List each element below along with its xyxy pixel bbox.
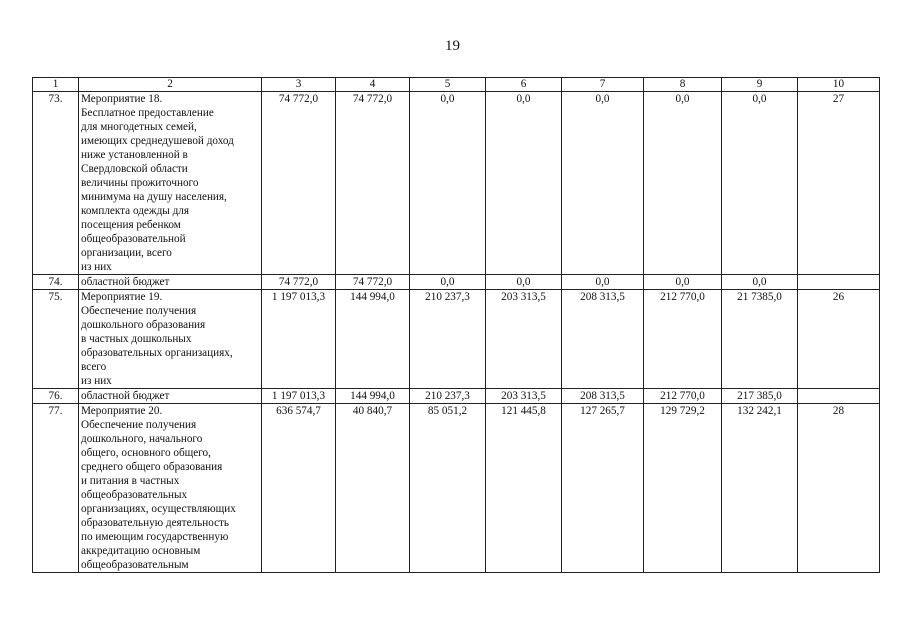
value-cell: 129 729,2 xyxy=(644,404,722,573)
value-cell: 144 994,0 xyxy=(336,389,410,404)
header-cell: 10 xyxy=(798,78,880,92)
row-description: Мероприятие 20. Обеспечение получения дошкольного, начального общего, основного общего, среднего общего образования и питания в частных общеобразовательных организациях, осуществляющих образовательную деятельность по имеющим государственную аккредитацию основным общеобразовательным xyxy=(79,404,262,573)
value-cell: 0,0 xyxy=(562,275,644,290)
value-cell: 217 385,0 xyxy=(722,389,798,404)
value-cell: 0,0 xyxy=(722,275,798,290)
table-row xyxy=(33,275,880,290)
row-reference: 27 xyxy=(798,92,880,275)
header-cell: 1 xyxy=(33,78,79,92)
value-cell: 203 313,5 xyxy=(486,389,562,404)
budget-table xyxy=(32,77,880,573)
row-number: 74. xyxy=(33,275,79,290)
value-cell: 132 242,1 xyxy=(722,404,798,573)
row-number: 77. xyxy=(33,404,79,573)
value-cell: 74 772,0 xyxy=(336,92,410,275)
row-reference xyxy=(798,389,880,404)
row-description: Мероприятие 18. Бесплатное предоставление для многодетных семей, имеющих среднедушевой доход ниже установленной в Свердловской области величины прожиточного минимума на душу населения, комплекта одежды для посещения ребенком общеобразовательной организации, всего из них xyxy=(79,92,262,275)
row-reference: 26 xyxy=(798,290,880,389)
header-cell: 6 xyxy=(486,78,562,92)
value-cell: 0,0 xyxy=(410,275,486,290)
value-cell: 1 197 013,3 xyxy=(262,389,336,404)
value-cell: 74 772,0 xyxy=(262,92,336,275)
table-row xyxy=(33,92,880,275)
header-cell: 4 xyxy=(336,78,410,92)
value-cell: 121 445,8 xyxy=(486,404,562,573)
row-reference: 28 xyxy=(798,404,880,573)
table-row xyxy=(33,290,880,389)
row-number: 73. xyxy=(33,92,79,275)
value-cell: 21 7385,0 xyxy=(722,290,798,389)
header-cell: 9 xyxy=(722,78,798,92)
value-cell: 212 770,0 xyxy=(644,290,722,389)
value-cell: 208 313,5 xyxy=(562,389,644,404)
row-description: Мероприятие 19. Обеспечение получения дошкольного образования в частных дошкольных образовательных организациях, всего из них xyxy=(79,290,262,389)
value-cell: 40 840,7 xyxy=(336,404,410,573)
value-cell: 0,0 xyxy=(410,92,486,275)
table-header-row xyxy=(33,78,880,92)
header-cell: 8 xyxy=(644,78,722,92)
value-cell: 208 313,5 xyxy=(562,290,644,389)
header-cell: 3 xyxy=(262,78,336,92)
value-cell: 0,0 xyxy=(486,92,562,275)
value-cell: 210 237,3 xyxy=(410,389,486,404)
value-cell: 210 237,3 xyxy=(410,290,486,389)
page-number: 19 xyxy=(445,38,460,54)
value-cell: 144 994,0 xyxy=(336,290,410,389)
value-cell: 0,0 xyxy=(644,92,722,275)
row-number: 76. xyxy=(33,389,79,404)
value-cell: 0,0 xyxy=(644,275,722,290)
value-cell: 1 197 013,3 xyxy=(262,290,336,389)
value-cell: 74 772,0 xyxy=(336,275,410,290)
value-cell: 636 574,7 xyxy=(262,404,336,573)
value-cell: 0,0 xyxy=(722,92,798,275)
value-cell: 127 265,7 xyxy=(562,404,644,573)
row-description: областной бюджет xyxy=(79,389,262,404)
value-cell: 212 770,0 xyxy=(644,389,722,404)
value-cell: 0,0 xyxy=(562,92,644,275)
header-cell: 5 xyxy=(410,78,486,92)
value-cell: 85 051,2 xyxy=(410,404,486,573)
value-cell: 0,0 xyxy=(486,275,562,290)
header-cell: 7 xyxy=(562,78,644,92)
row-reference xyxy=(798,275,880,290)
row-description: областной бюджет xyxy=(79,275,262,290)
row-number: 75. xyxy=(33,290,79,389)
value-cell: 203 313,5 xyxy=(486,290,562,389)
table-row xyxy=(33,404,880,573)
value-cell: 74 772,0 xyxy=(262,275,336,290)
table-row xyxy=(33,389,880,404)
header-cell: 2 xyxy=(79,78,262,92)
